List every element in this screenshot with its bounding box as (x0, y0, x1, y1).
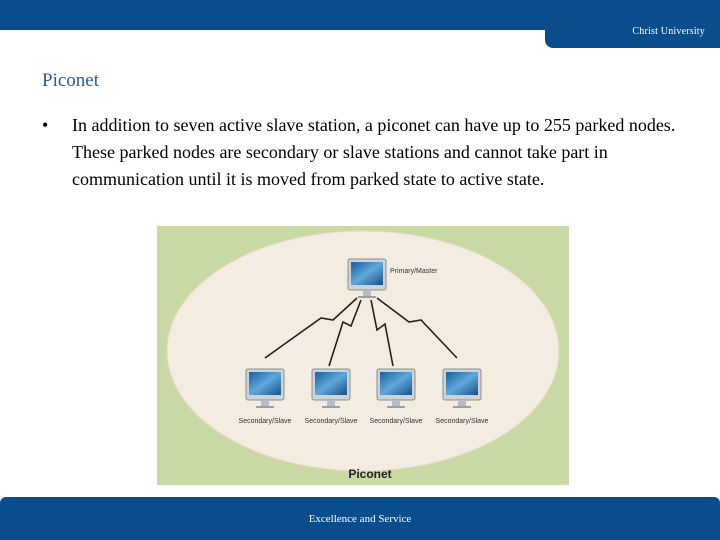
header-tab (545, 0, 720, 48)
bullet-point (42, 112, 682, 193)
footer-motto: Excellence and Service (308, 513, 412, 525)
institution-name: Christ University (632, 26, 705, 37)
master-label: Primary/Master (390, 268, 438, 275)
slave-label: Secondary/Slave (369, 418, 423, 425)
diagram-caption: Piconet (348, 467, 392, 481)
bullet-icon: • (42, 115, 49, 135)
slave-label: Secondary/Slave (304, 418, 358, 425)
bullet-text: In addition to seven active slave station, a piconet can have up to 255 parked nodes. These parked nodes are secondary or slave stations and cannot take part in communication until it is moved from parked state to active state. (72, 115, 676, 189)
slave-label: Secondary/Slave (435, 418, 489, 425)
piconet-diagram (157, 226, 569, 485)
slide-title: Piconet (42, 70, 99, 91)
slave-label: Secondary/Slave (238, 418, 292, 425)
